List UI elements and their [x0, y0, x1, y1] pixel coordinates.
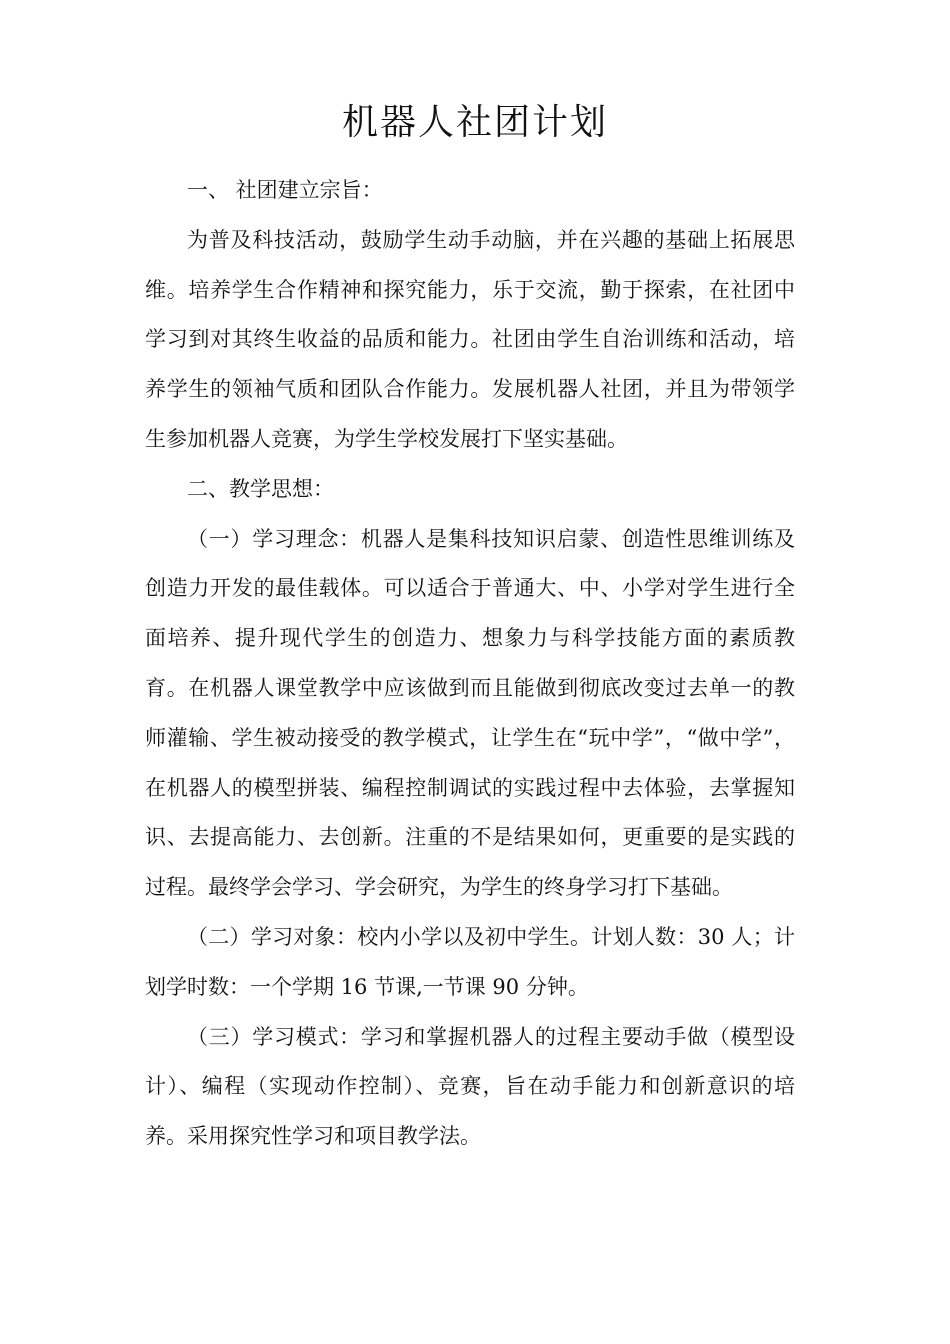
- document-body: [145, 166, 795, 1162]
- section-heading-teaching: 二、教学思想：: [187, 476, 334, 501]
- document-title: 机器人社团计划: [341, 102, 608, 143]
- section-heading-purpose: 一、 社团建立宗旨：: [187, 178, 383, 202]
- paragraph-learning-concept: （一）学习理念：机器人是集科技知识启蒙、创造性思维训练及创造力开发的最佳载体。可以适合于普通大、中、小学对学生进行全面培养、提升现代学生的创造力、想象力与科学技能方面的素质教育。在机器人课堂教学中应该做到而且能做到彻底改变过去单一的教师灌输、学生被动接受的教学模式，让学生在“玩中学”，“做中学”，在机器人的模型拼装、编程控制调试的实践过程中去体验，去掌握知识、去提高能力、去创新。注重的不是结果如何，更重要的是实践的过程。最终学会学习、学会研究，为学生的终身学习打下基础。: [145, 526, 795, 900]
- paragraph-learning-target: （二）学习对象：校内小学以及初中学生。计划人数：30 人；计划学时数：一个学期 16 节课,一节课 90 分钟。: [145, 924, 795, 999]
- paragraph-learning-mode: （三）学习模式：学习和掌握机器人的过程主要动手做（模型设计）、编程（实现动作控制）、竞赛，旨在动手能力和创新意识的培养。采用探究性学习和项目教学法。: [145, 1024, 795, 1149]
- paragraph-purpose: 为普及科技活动，鼓励学生动手动脑，并在兴趣的基础上拓展思维。培养学生合作精神和探究能力，乐于交流，勤于探索，在社团中学习到对其终生收益的品质和能力。社团由学生自治训练和活动，培养学生的领袖气质和团队合作能力。发展机器人社团，并且为带领学生参加机器人竞赛，为学生学校发展打下坚实基础。: [145, 227, 795, 451]
